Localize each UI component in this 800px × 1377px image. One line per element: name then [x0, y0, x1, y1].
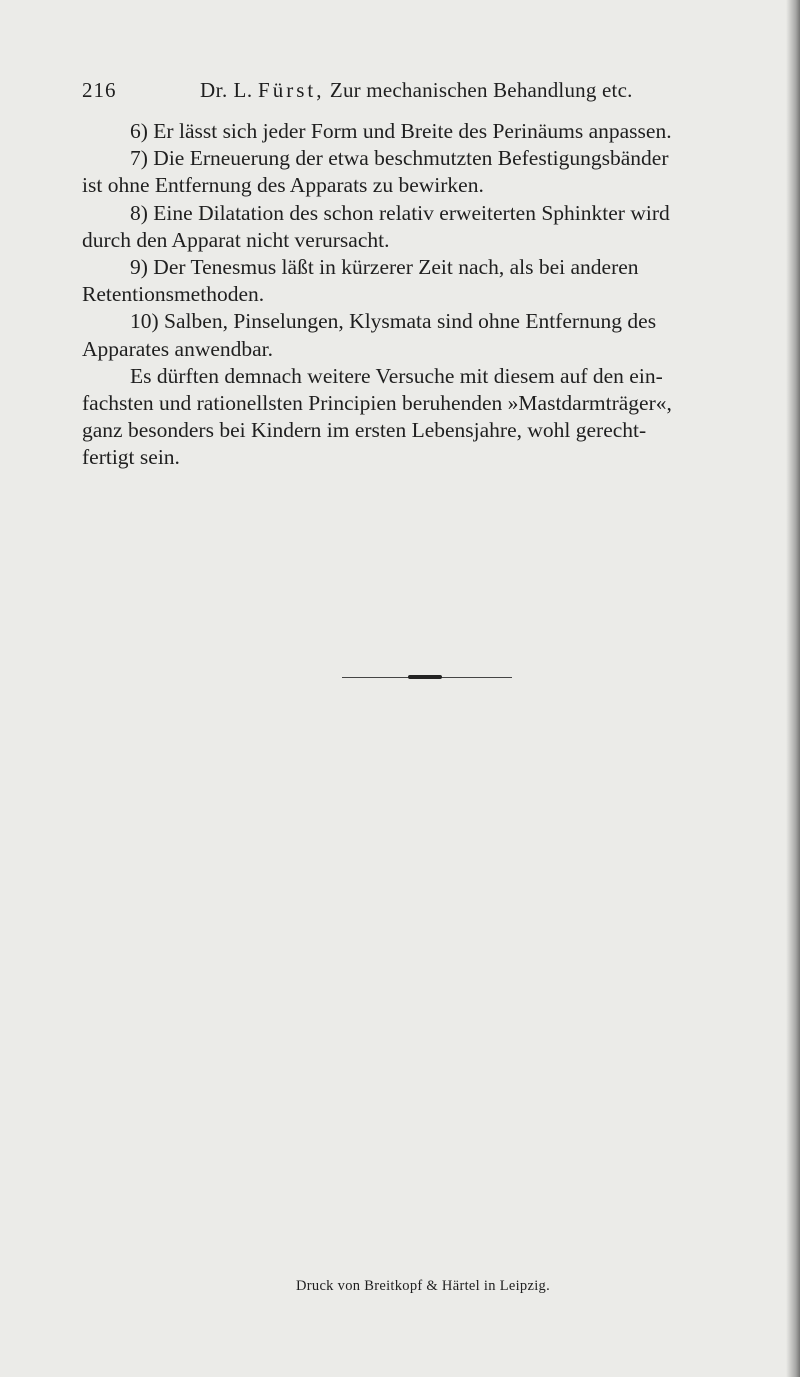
item-text: Er lässt sich jeder Form und Breite des Perinäums anpassen.	[153, 119, 672, 143]
running-head	[200, 78, 633, 103]
list-item-line	[82, 200, 772, 227]
list-item-line	[82, 308, 772, 335]
item-text: Eine Dilatation des schon relativ erweiterten Sphinkter wird	[153, 200, 670, 225]
list-item-line: Apparates anwendbar.	[82, 336, 274, 361]
list-item-line	[82, 145, 772, 172]
paragraph-line: fertigt sein.	[82, 445, 180, 470]
conclusion-paragraph	[82, 363, 772, 472]
item-number: 7)	[130, 146, 148, 171]
paragraph-line: fachsten und rationellsten Principien beruhenden »Mastdarmträger«,	[82, 391, 672, 416]
page-number: 216	[82, 78, 117, 102]
running-header	[82, 78, 722, 108]
item-text: Der Tenesmus läßt in kürzerer Zeit nach, als bei anderen	[153, 255, 639, 280]
article-title: Zur mechanischen Behandlung etc.	[329, 78, 633, 102]
item-text: Die Erneuerung der etwa beschmutzten Befestigungsbänder	[153, 146, 669, 171]
item-number: 6)	[130, 119, 148, 143]
list-item-line: Retentionsmethoden.	[82, 282, 265, 307]
item-number: 8)	[130, 200, 148, 225]
item-number: 9)	[130, 255, 148, 280]
list-item-9	[82, 254, 772, 308]
printer-imprint: Druck von Breitkopf & Härtel in Leipzig.	[296, 1278, 551, 1294]
item-text: Salben, Pinselungen, Klysmata sind ohne Entfernung des	[164, 309, 657, 334]
body-text	[82, 118, 772, 472]
page-edge-shadow	[786, 0, 800, 1377]
list-item-line	[82, 118, 772, 145]
list-item-8	[82, 200, 772, 254]
list-item-line	[82, 254, 772, 281]
list-item-7	[82, 145, 772, 199]
list-item-line: durch den Apparat nicht verursacht.	[82, 227, 390, 252]
author-surname: Fürst,	[258, 78, 325, 102]
paragraph-line: Es dürften demnach weitere Versuche mit diesem auf den ein-	[130, 363, 663, 388]
list-item-6	[82, 118, 772, 145]
list-item-line: ist ohne Entfernung des Apparats zu bewirken.	[82, 173, 484, 198]
paragraph-line: ganz besonders bei Kindern im ersten Lebensjahre, wohl gerecht-	[82, 418, 647, 443]
item-number: 10)	[130, 309, 159, 334]
author-initials: Dr. L.	[200, 78, 253, 102]
list-item-10	[82, 308, 772, 362]
section-divider-ornament	[408, 675, 442, 679]
